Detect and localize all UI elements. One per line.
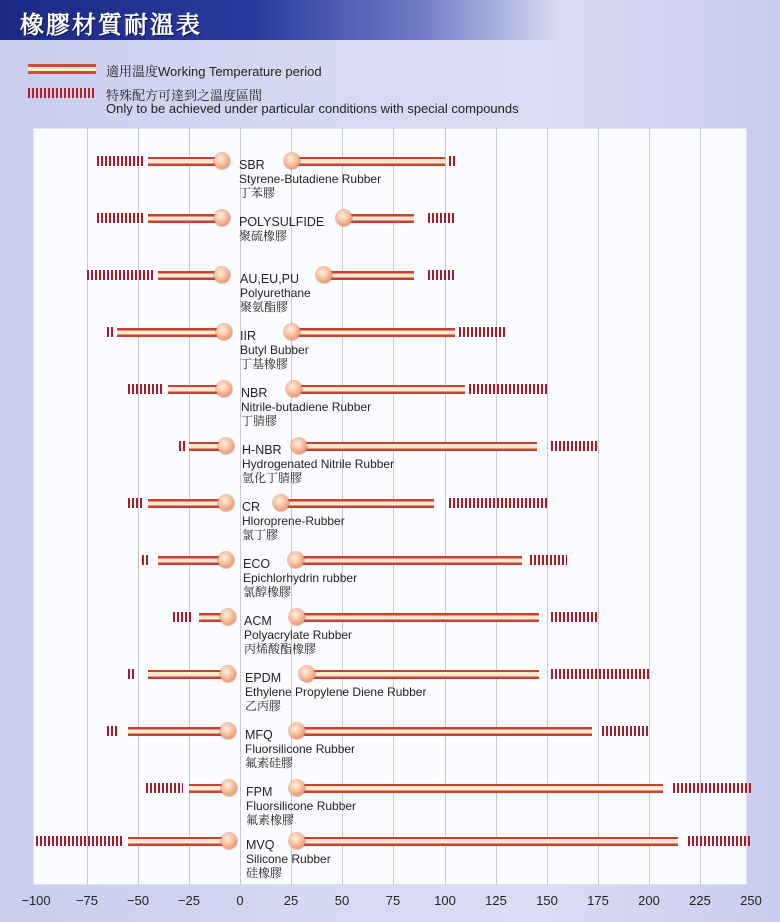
special-range-low <box>179 441 185 451</box>
material-name-zh: 丁基橡膠 <box>240 357 289 371</box>
special-range-low <box>173 612 191 622</box>
x-tick-label: 175 <box>587 893 609 908</box>
material-code: IIR <box>240 329 256 343</box>
material-name-zh: 丁苯膠 <box>239 186 276 200</box>
material-code: SBR <box>239 158 265 172</box>
x-tick-label: 25 <box>283 893 299 908</box>
material-label <box>239 215 324 243</box>
material-name-zh: 氟素橡膠 <box>246 813 295 827</box>
material-code: NBR <box>241 386 268 400</box>
range-end-ball <box>214 210 230 226</box>
working-range-high <box>344 214 414 223</box>
material-name-en: Butyl Bubber <box>240 343 309 357</box>
material-code: ECO <box>243 557 271 571</box>
x-tick-label: 150 <box>536 893 558 908</box>
material-code: MVQ <box>246 838 275 852</box>
gridline <box>87 128 88 885</box>
material-name-en: Hloroprene-Rubber <box>242 514 345 528</box>
range-end-ball <box>216 381 232 397</box>
working-range-high <box>292 328 455 337</box>
working-range-low <box>148 670 228 679</box>
material-name-zh: 聚硫橡膠 <box>239 229 288 243</box>
material-label <box>240 329 309 371</box>
x-tick-label: −25 <box>177 893 201 908</box>
material-name-zh: 硅橡膠 <box>246 866 283 880</box>
working-range-low <box>148 214 222 223</box>
x-tick-label: −100 <box>21 893 51 908</box>
material-label <box>241 386 371 428</box>
special-range-low <box>36 836 124 846</box>
range-end-ball <box>214 267 230 283</box>
special-range-high <box>530 555 567 565</box>
special-range-low <box>107 327 113 337</box>
special-range-high <box>673 783 751 793</box>
material-code: POLYSULFIDE <box>239 215 325 229</box>
gridline <box>598 128 599 885</box>
material-name-zh: 聚氨酯膠 <box>240 300 289 314</box>
special-range-high <box>602 726 649 736</box>
material-name-en: Fluorsilicone Rubber <box>245 742 356 756</box>
material-name-en: Epichlorhydrin rubber <box>243 571 358 585</box>
legend-special-label-en: Only to be achieved under particular conditions with special compounds <box>106 101 519 116</box>
special-range-high <box>428 270 455 280</box>
material-code: EPDM <box>245 671 282 685</box>
material-name-en: Polyurethane <box>240 286 311 300</box>
special-range-high <box>459 327 506 337</box>
range-end-ball <box>216 324 232 340</box>
working-range-low <box>148 157 222 166</box>
special-range-high <box>551 612 598 622</box>
special-range-low <box>107 726 119 736</box>
material-code: CR <box>242 500 261 514</box>
x-tick-label: −50 <box>126 893 150 908</box>
material-label <box>245 728 355 770</box>
material-label <box>239 158 381 200</box>
special-range-low <box>146 783 183 793</box>
x-tick-label: 100 <box>434 893 456 908</box>
material-code: FPM <box>246 785 273 799</box>
x-tick-label: −75 <box>75 893 99 908</box>
legend-working-swatch <box>28 64 96 74</box>
material-label <box>243 557 357 599</box>
x-tick-label: 75 <box>385 893 401 908</box>
material-name-zh: 丁腈膠 <box>241 414 278 428</box>
material-label <box>245 671 426 713</box>
range-end-ball <box>218 552 234 568</box>
x-tick-label: 250 <box>740 893 762 908</box>
x-tick-label: 50 <box>334 893 350 908</box>
range-end-ball <box>220 723 236 739</box>
material-name-zh: 氫化丁腈膠 <box>242 471 303 485</box>
material-label <box>240 272 311 314</box>
special-range-low <box>128 384 165 394</box>
working-range-low <box>128 837 229 846</box>
gridline <box>700 128 701 885</box>
range-end-ball <box>221 780 237 796</box>
special-range-high <box>428 213 455 223</box>
material-code: AU,EU,PU <box>240 272 300 286</box>
material-label <box>246 785 356 827</box>
legend-working-label: 適用溫度Working Temperature period <box>106 64 322 79</box>
material-name-zh: 氟素硅膠 <box>245 756 294 770</box>
material-label <box>242 500 345 542</box>
material-name-en: Polyacrylate Rubber <box>244 628 353 642</box>
range-end-ball <box>220 609 236 625</box>
title-banner <box>0 0 560 40</box>
special-range-high <box>469 384 547 394</box>
x-tick-label: 0 <box>236 893 244 908</box>
gridline <box>445 128 446 885</box>
material-name-zh: 氯丁膠 <box>242 528 279 542</box>
special-range-high <box>551 441 598 451</box>
material-name-zh: 丙烯酸酯橡膠 <box>244 642 317 656</box>
material-name-en: Silicone Rubber <box>246 852 331 866</box>
material-name-en: Ethylene Propylene Diene Rubber <box>245 685 427 699</box>
working-range-low <box>148 499 226 508</box>
x-tick-label: 225 <box>689 893 711 908</box>
range-end-ball <box>220 666 236 682</box>
range-end-ball <box>218 495 234 511</box>
material-name-zh: 氯醇橡膠 <box>243 585 292 599</box>
material-name-zh: 乙丙膠 <box>245 699 282 713</box>
x-tick-label: 125 <box>485 893 507 908</box>
legend-special-swatch <box>28 88 96 98</box>
legend-special-label-zh: 特殊配方可達到之溫度區間 <box>106 88 263 103</box>
special-range-high <box>551 669 649 679</box>
material-label <box>246 838 331 880</box>
material-label <box>242 443 394 485</box>
special-range-high <box>449 156 455 166</box>
working-range-low <box>128 727 228 736</box>
gridline <box>649 128 650 885</box>
material-code: ACM <box>244 614 272 628</box>
material-label <box>244 614 352 656</box>
material-name-en: Nitrile-butadiene Rubber <box>241 400 372 414</box>
special-range-low <box>128 498 144 508</box>
special-range-low <box>97 156 144 166</box>
working-range-low <box>158 556 226 565</box>
range-end-ball <box>316 267 332 283</box>
range-end-ball <box>336 210 352 226</box>
material-code: MFQ <box>245 728 273 742</box>
material-name-en: Styrene-Butadiene Rubber <box>239 172 382 186</box>
special-range-low <box>128 669 134 679</box>
gridline <box>547 128 548 885</box>
working-range-low <box>158 271 222 280</box>
x-tick-label: 200 <box>638 893 660 908</box>
working-range-low <box>117 328 224 337</box>
special-range-high <box>449 498 547 508</box>
special-range-low <box>97 213 144 223</box>
material-name-en: Fluorsilicone Rubber <box>246 799 357 813</box>
working-range-high <box>297 837 678 846</box>
material-name-en: Hydrogenated Nitrile Rubber <box>242 457 395 471</box>
special-range-high <box>688 836 751 846</box>
page-title: 橡膠材質耐溫表 <box>20 11 202 39</box>
range-end-ball <box>221 833 237 849</box>
working-range-high <box>324 271 414 280</box>
special-range-low <box>87 270 155 280</box>
material-code: H-NBR <box>242 443 282 457</box>
range-end-ball <box>218 438 234 454</box>
range-end-ball <box>214 153 230 169</box>
special-range-low <box>142 555 150 565</box>
